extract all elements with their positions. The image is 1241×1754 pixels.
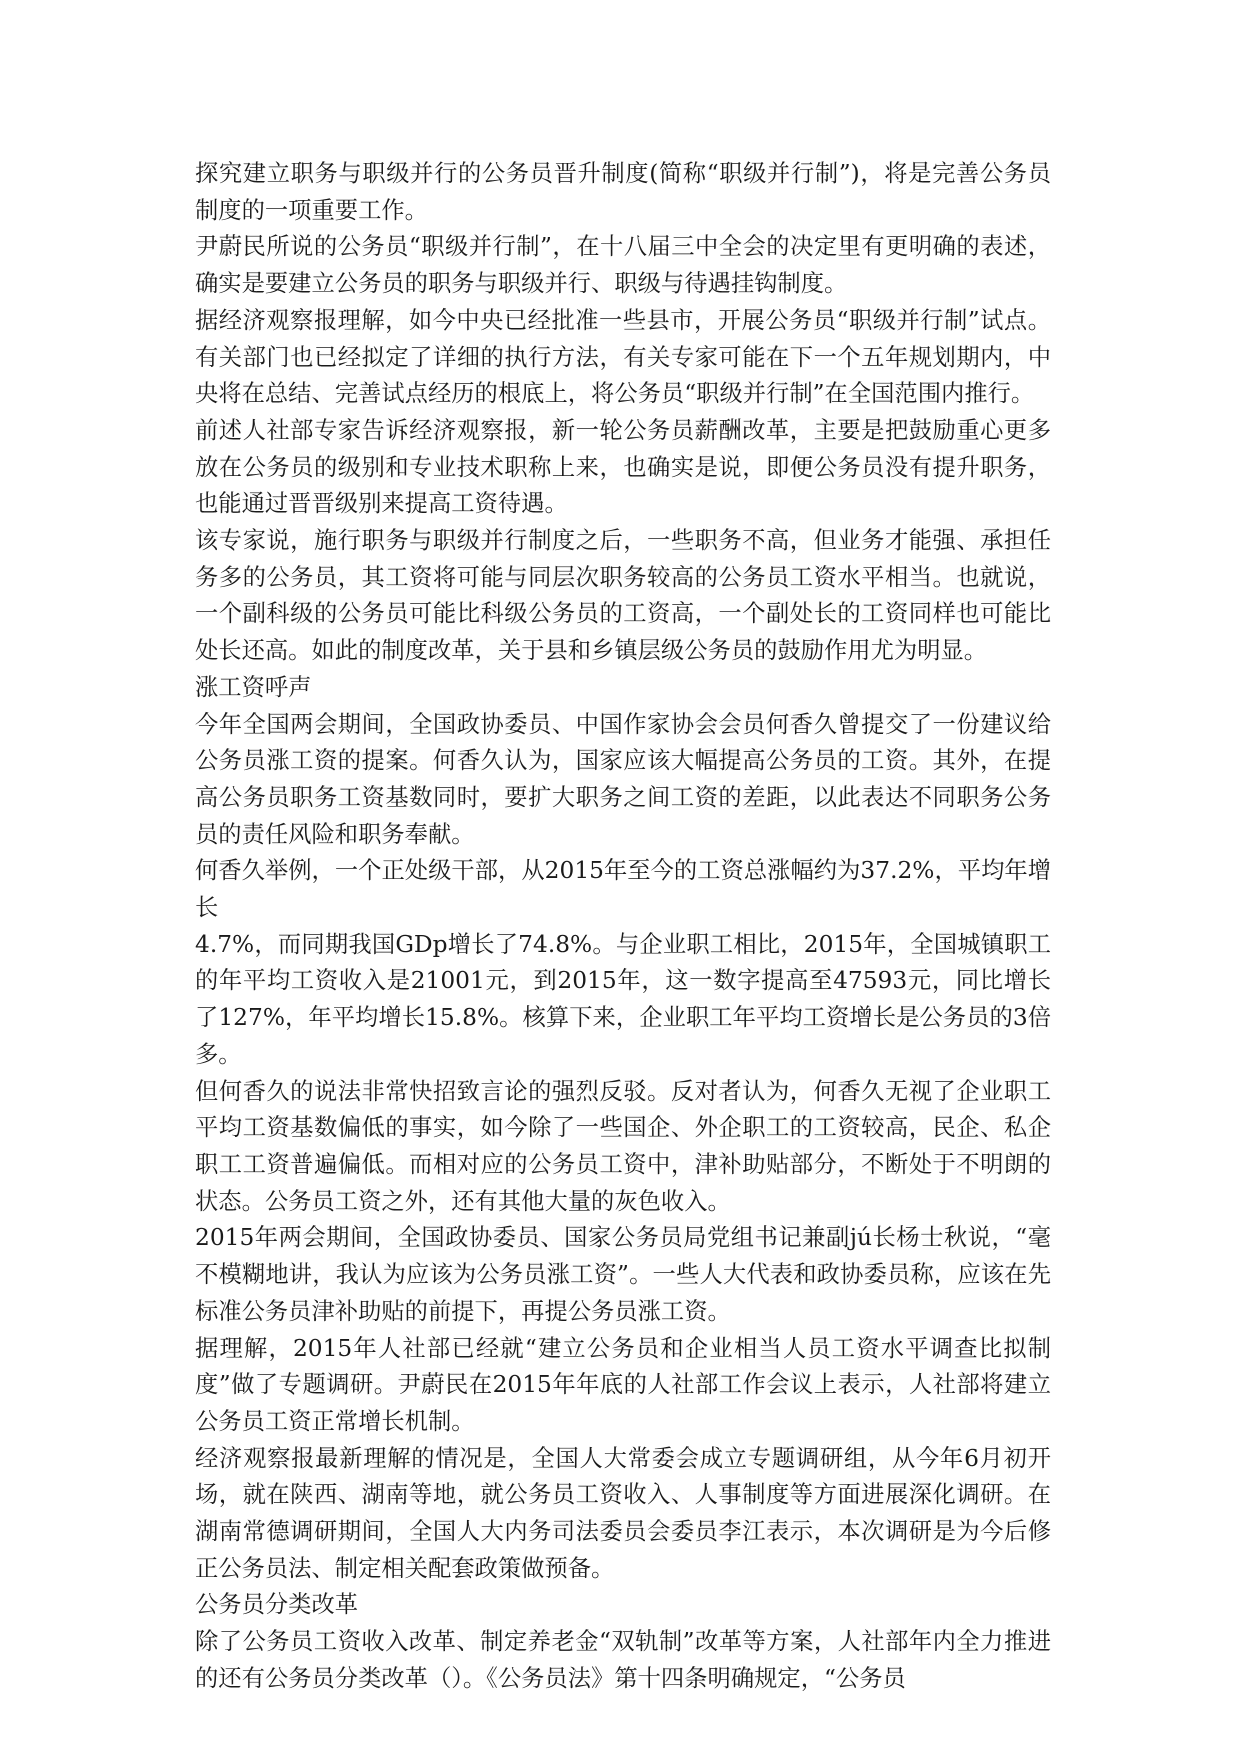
- paragraph-1: 探究建立职务与职级并行的公务员晋升制度(简称“职级并行制”)，将是完善公务员制度的一项重要工作。: [195, 160, 1051, 224]
- paragraph-7: 何香久举例，一个正处级干部，从2015年至今的工资总涨幅约为37.2%，平均年增长: [195, 857, 1051, 922]
- paragraph-8: 4.7%，而同期我国GDp增长了74.8%。与企业职工相比，2015年，全国城镇职工的年平均工资收入是21001元，到2015年，这一数字提高至47593元，同比增长了127%，年平均增长15.8%。核算下来，企业职工年平均工资增长是公务员的3倍多。: [195, 930, 1051, 1068]
- paragraph-9: 但何香久的说法非常快招致言论的强烈反驳。反对者认为，何香久无视了企业职工平均工资基数偏低的事实，如今除了一些国企、外企职工的工资较高，民企、私企职工工资普遍偏低。而相对应的公务员工资中，津补助贴部分，不断处于不明朗的状态。公务员工资之外，还有其他大量的灰色收入。: [195, 1077, 1051, 1215]
- paragraph-3: 据经济观察报理解，如今中央已经批准一些县市，开展公务员“职级并行制”试点。有关部门也已经拟定了详细的执行方法，有关专家可能在下一个五年规划期内，中央将在总结、完善试点经历的根底上，将公务员“职级并行制”在全国范围内推行。: [195, 306, 1051, 408]
- paragraph-6: 今年全国两会期间，全国政协委员、中国作家协会会员何香久曾提交了一份建议给公务员涨工资的提案。何香久认为，国家应该大幅提高公务员的工资。其外，在提高公务员职务工资基数同时，要扩大职务之间工资的差距，以此表达不同职务公务员的责任风险和职务奉献。: [195, 710, 1051, 848]
- paragraph-5: 该专家说，施行职务与职级并行制度之后，一些职务不高，但业务才能强、承担任务多的公务员，其工资将可能与同层次职务较高的公务员工资水平相当。也就说，一个副科级的公务员可能比科级公务员的工资高，一个副处长的工资同样也可能比处长还高。如此的制度改革，关于县和乡镇层级公务员的鼓励作用尤为明显。: [195, 527, 1051, 665]
- paragraph-12: 经济观察报最新理解的情况是，全国人大常委会成立专题调研组，从今年6月初开场，就在陕西、湖南等地，就公务员工资收入、人事制度等方面进展深化调研。在湖南常德调研期间，全国人大内务司法委员会委员李江表示，本次调研是为今后修正公务员法、制定相关配套政策做预备。: [195, 1444, 1051, 1582]
- section-heading-classification-reform: 公务员分类改革: [195, 1591, 359, 1619]
- section-heading-raise-calls: 涨工资呼声: [195, 673, 312, 701]
- document-body: [195, 156, 1051, 1698]
- paragraph-4: 前述人社部专家告诉经济观察报，新一轮公务员薪酬改革，主要是把鼓励重心更多放在公务员的级别和专业技术职称上来，也确实是说，即便公务员没有提升职务，也能通过晋晋级别来提高工资待遇。: [195, 416, 1051, 518]
- paragraph-13: 除了公务员工资收入改革、制定养老金“双轨制”改革等方案，人社部年内全力推进的还有公务员分类改革（）。《公务员法》第十四条明确规定，“公务员: [195, 1628, 1051, 1692]
- paragraph-2: 尹蔚民所说的公务员“职级并行制”，在十八届三中全会的决定里有更明确的表述，确实是要建立公务员的职务与职级并行、职级与待遇挂钩制度。: [195, 233, 1051, 298]
- paragraph-10: 2015年两会期间，全国政协委员、国家公务员局党组书记兼副jú长杨士秋说，“毫不模糊地讲，我认为应该为公务员涨工资”。一些人大代表和政协委员称，应该在先标准公务员津补助贴的前提下，再提公务员涨工资。: [195, 1224, 1051, 1325]
- paragraph-11: 据理解，2015年人社部已经就“建立公务员和企业相当人员工资水平调查比拟制度”做了专题调研。尹蔚民在2015年年底的人社部工作会议上表示，人社部将建立公务员工资正常增长机制。: [195, 1334, 1051, 1435]
